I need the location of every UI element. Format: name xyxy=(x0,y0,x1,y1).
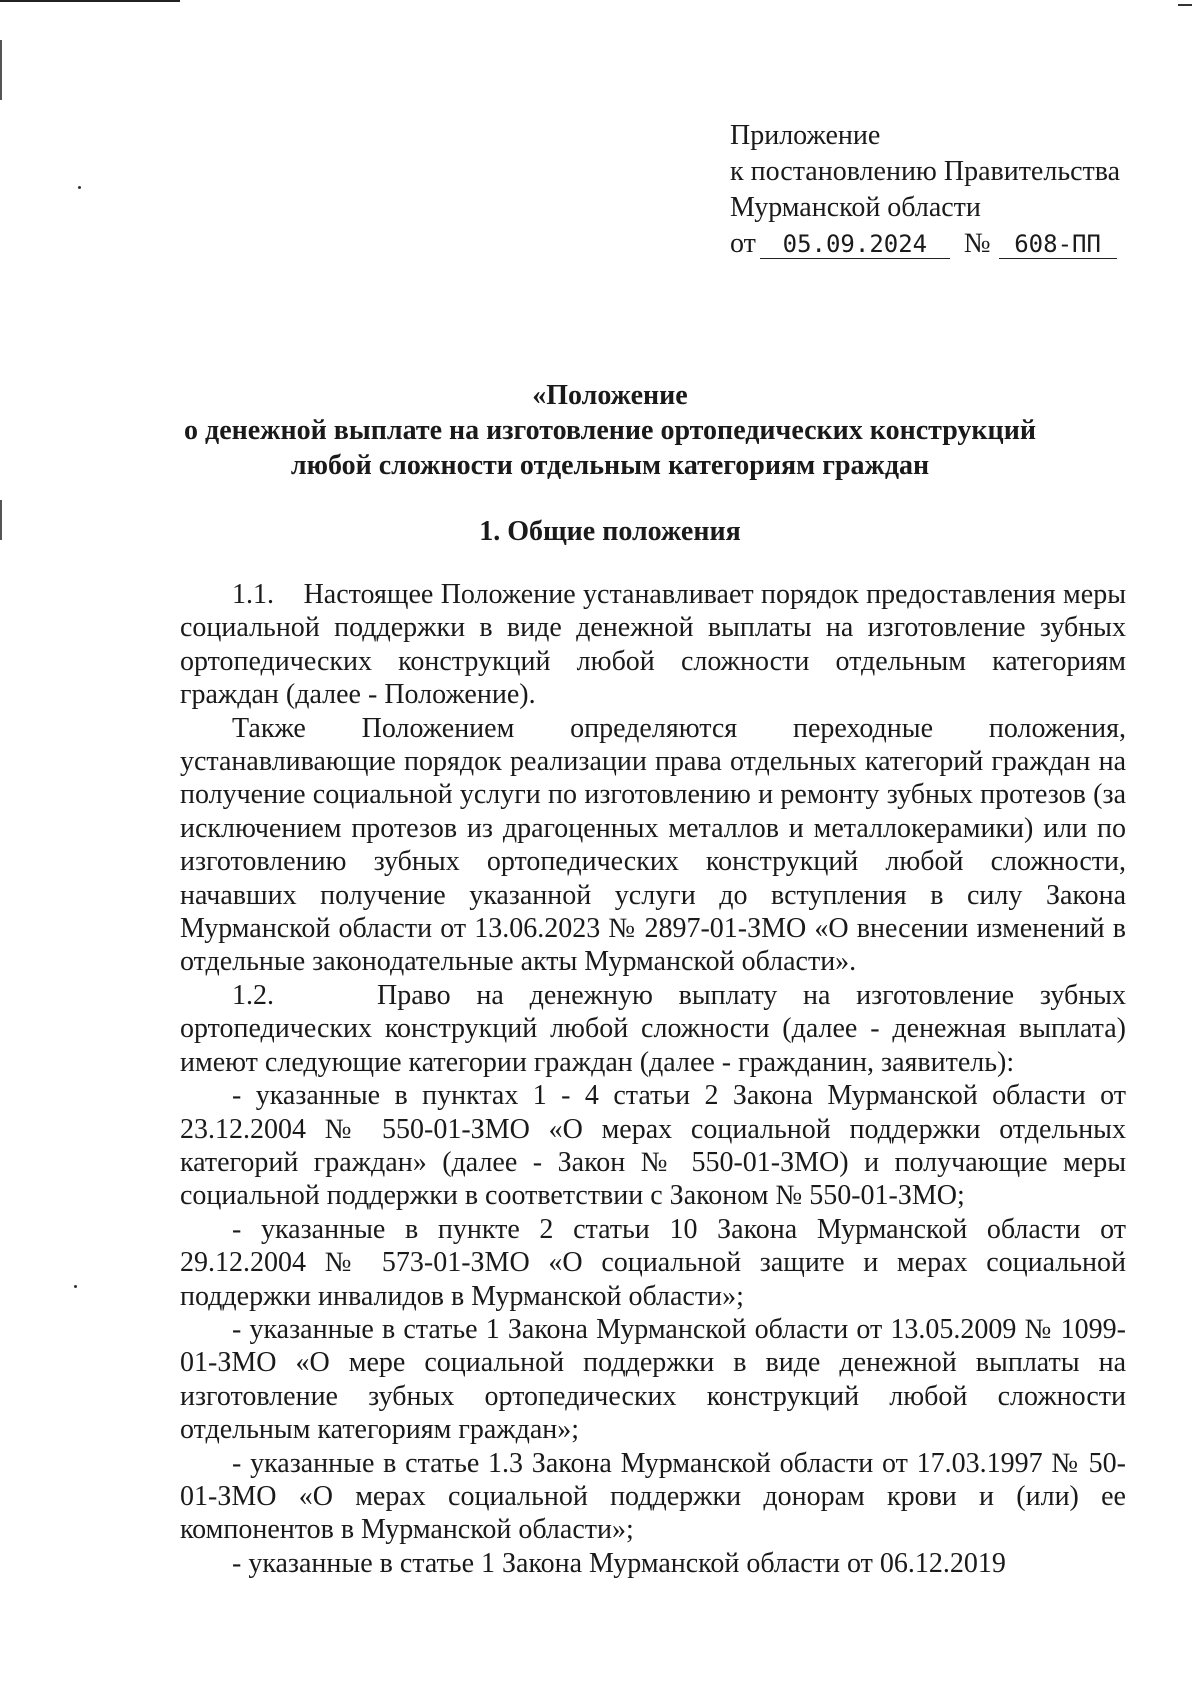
paragraph-1-2: 1.2. Право на денежную выплату на изготовление зубных ортопедических конструкций любой сложности (далее - денежная выплата) имеют следующие категории граждан (далее - гражданин, заявитель): xyxy=(180,979,1126,1078)
date-prefix: от xyxy=(730,228,756,259)
list-item: - указанные в статье 1.3 Закона Мурманской области от 17.03.1997 № 50-01-ЗМО «О мерах социальной поддержки донорам крови и (или) ее компонентов в Мурманской области»; xyxy=(180,1447,1126,1546)
scan-speck xyxy=(74,1285,77,1288)
scan-edge-line xyxy=(0,0,180,2)
title-line-2: о денежной выплате на изготовление ортопедических конструкций xyxy=(184,415,1036,446)
appendix-line-2: к постановлению Правительства xyxy=(730,156,1121,187)
scan-left-edge xyxy=(0,500,2,540)
document-date: 05.09.2024 xyxy=(760,230,950,259)
number-sign: № xyxy=(963,228,991,259)
list-item: - указанные в статье 1 Закона Мурманской области от 06.12.2019 xyxy=(232,1547,1006,1579)
scan-speck xyxy=(78,186,81,189)
appendix-date-line xyxy=(730,226,1120,262)
appendix-block xyxy=(730,118,1120,262)
list-item: - указанные в пунктах 1 - 4 статьи 2 Закона Мурманской области от 23.12.2004 № 550-01-ЗМО «О мерах социальной поддержки отдельных категорий граждан» (далее - Закон № 550-01-ЗМО) и получающие меры социальной поддержки в соответствии с Законом № 550-01-ЗМО; xyxy=(180,1080,1126,1212)
list-item: - указанные в пункте 2 статьи 10 Закона Мурманской области от 29.12.2004 № 573-01-ЗМО «О социальной защите и мерах социальной поддержки инвалидов в Мурманской области»; xyxy=(180,1213,1126,1312)
document-body xyxy=(180,578,1126,1580)
title-line-1: «Положение xyxy=(532,380,688,411)
document-title xyxy=(180,378,1040,483)
section-title: 1. Общие положения xyxy=(479,516,741,547)
document-number: 608-ПП xyxy=(999,230,1117,259)
appendix-line-1: Приложение xyxy=(730,120,881,151)
list-item: - указанные в статье 1 Закона Мурманской области от 13.05.2009 № 1099-01-ЗМО «О мере социальной поддержки в виде денежной выплаты на изготовление зубных ортопедических конструкций любой сложности отдельным категориям граждан»; xyxy=(180,1313,1126,1446)
paragraph-transitional: Также Положением определяются переходные положения, устанавливающие порядок реализации права отдельных категорий граждан на получение социальной услуги по изготовлению и ремонту зубных протезов (за исключением протезов из драгоценных металлов и металлокерамики) или по изготовлению зубных ортопедических конструкций любой сложности, начавших получение указанной услуги до вступления в силу Закона Мурманской области от 13.06.2023 № 2897-01-ЗМО «О внесении изменений в отдельные законодательные акты Мурманской области». xyxy=(180,712,1126,978)
title-line-3: любой сложности отдельным категориям граждан xyxy=(290,450,930,481)
scan-edge-mark xyxy=(1178,4,1192,6)
appendix-line-3: Мурманской области xyxy=(730,192,981,223)
paragraph-1-1: 1.1. Настоящее Положение устанавливает порядок предоставления меры социальной поддержки в виде денежной выплаты на изготовление зубных ортопедических конструкций любой сложности отдельным категориям граждан (далее - Положение). xyxy=(180,579,1126,711)
scan-left-edge xyxy=(0,40,2,100)
